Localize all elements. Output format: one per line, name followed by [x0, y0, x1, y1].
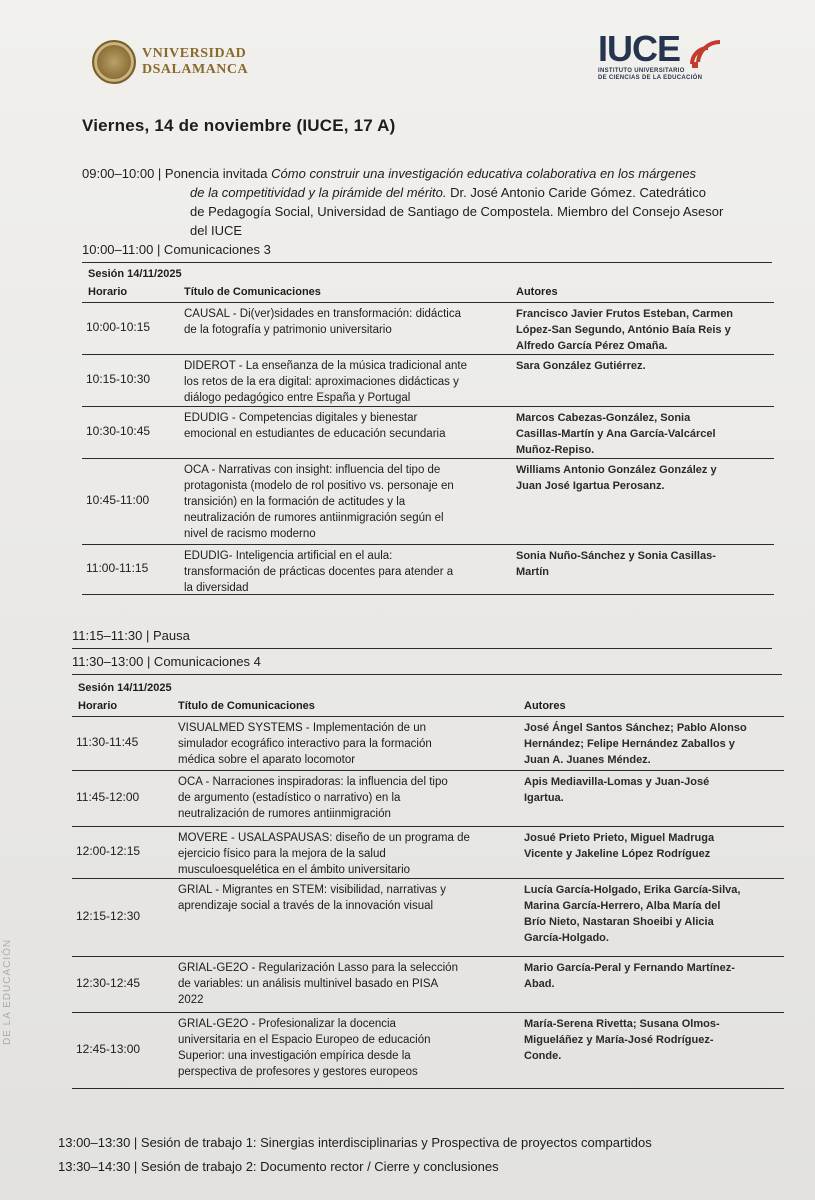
row-authors-line: Mario García-Peral y Fernando Martínez- [524, 962, 735, 974]
row-title-line: ejercicio físico para la mejora de la salud [178, 848, 386, 860]
row-title-line: neutralización de rumores antiinmigración según el [184, 512, 444, 524]
row-authors-line: Casillas-Martín y Ana García-Valcárcel [516, 428, 716, 440]
row-title-line: los retos de la era digital: aproximaciones didácticas y [184, 376, 459, 388]
row-authors-line: Brío Nieto, Nastaran Shoeibi y Alicia [524, 916, 714, 928]
table-row [72, 1012, 784, 1088]
row-time: 10:30-10:45 [86, 424, 151, 438]
usal-line1: VNIVERSIDAD [142, 46, 247, 61]
day-title: Viernes, 14 de noviembre (IUCE, 17 A) [82, 116, 396, 135]
row-title-line: nivel de racismo moderno [184, 528, 316, 540]
row-title-line: transformación de prácticas docentes para atender a [184, 566, 454, 578]
row-authors-line: Igartua. [524, 792, 564, 804]
col-header-title: Título de Comunicaciones [178, 700, 315, 712]
row-title-line: OCA - Narraciones inspiradoras: la influencia del tipo [178, 776, 448, 788]
side-margin-text: DE LA EDUCACIÓN [2, 938, 13, 1045]
row-authors-line: Sara González Gutiérrez. [516, 360, 646, 372]
row-title-line: de la fotografía y patrimonio universitario [184, 324, 392, 336]
row-title-line: médica sobre el aparato locomotor [178, 754, 356, 766]
table-row [82, 406, 774, 458]
row-authors-line: Alfredo García Pérez Omaña. [516, 340, 668, 352]
invited-talk-label: Ponencia invitada [164, 166, 272, 181]
row-title-line: aprendizaje social a través de la innovación visual [178, 900, 434, 912]
row-title-line: musculoesquelética en el ámbito universitario [178, 864, 411, 876]
table-row [82, 544, 774, 594]
row-authors-line: Marina García-Herrero, Alba María del [524, 900, 721, 912]
row-time: 11:30-11:45 [76, 735, 139, 749]
invited-talk-speaker: Dr. José Antonio Caride Gómez. Catedrático [446, 185, 706, 200]
row-title-line: transición) en la formación de actitudes y la [184, 496, 406, 508]
row-time: 12:00-12:15 [76, 844, 141, 858]
iuce-signal-icon [690, 34, 730, 70]
row-authors-line: María-Serena Rivetta; Susana Olmos- [524, 1018, 720, 1030]
col-header-authors: Autores [524, 700, 566, 712]
table-row [82, 302, 774, 354]
row-title-line: GRIAL-GE2O - Regularización Lasso para la selección [178, 962, 458, 974]
row-authors-line: Josué Prieto Prieto, Miguel Madruga [524, 832, 715, 844]
table-row [72, 770, 784, 826]
row-title-line: Superior: una investigación empírica desde la [178, 1050, 411, 1062]
row-title-line: EDUDIG- Inteligencia artificial en el aula: [184, 550, 393, 562]
row-title-line: CAUSAL - Di(ver)sidades en transformación: didáctica [184, 308, 461, 320]
row-authors-line: Juan A. Juanes Méndez. [524, 754, 651, 766]
row-title-line: VISUALMED SYSTEMS - Implementación de un [178, 722, 426, 734]
row-authors-line: José Ángel Santos Sánchez; Pablo Alonso [524, 722, 747, 734]
row-title-line: OCA - Narrativas con insight: influencia del tipo de [184, 464, 441, 476]
row-authors-line: Migueláñez y María-José Rodríguez- [524, 1034, 714, 1046]
row-title-line: neutralización de rumores antiinmigración [178, 808, 391, 820]
session-label: Sesión 14/11/2025 [78, 682, 172, 694]
table-row [82, 354, 774, 406]
invited-talk-time: 09:00–10:00 | [82, 166, 165, 181]
row-authors-line: Vicente y Jakeline López Rodríguez [524, 848, 711, 860]
row-authors-line: Martín [516, 566, 549, 578]
row-time: 10:00-10:15 [86, 320, 151, 334]
closing-session-1: 13:00–13:30 | Sesión de trabajo 1: Sinergias interdisciplinarias y Prospectiva de proyectos compartidos [58, 1135, 652, 1150]
table-row [72, 826, 784, 878]
table-row [72, 878, 784, 956]
row-title-line: MOVERE - USALASPAUSAS: diseño de un programa de [178, 832, 470, 844]
row-time: 12:30-12:45 [76, 976, 141, 990]
row-title-line: universitaria en el Espacio Europeo de educación [178, 1034, 431, 1046]
row-title-line: GRIAL - Migrantes en STEM: visibilidad, narrativas y [178, 884, 446, 896]
row-time: 12:15-12:30 [76, 909, 141, 923]
row-title-line: protagonista (modelo de rol positivo vs. personaje en [184, 480, 454, 492]
row-time: 10:45-11:00 [86, 493, 150, 507]
col-header-time: Horario [88, 286, 128, 298]
row-time: 11:00-11:15 [86, 561, 149, 575]
row-authors-line: Muñoz-Repiso. [516, 444, 595, 456]
invited-talk-title: Cómo construir una investigación educativa colaborativa en los márgenes [271, 166, 697, 181]
row-authors-line: Williams Antonio González González y [516, 464, 717, 476]
row-authors-line: Marcos Cabezas-González, Sonia [516, 412, 691, 424]
row-authors-line: Francisco Javier Frutos Esteban, Carmen [516, 308, 734, 320]
row-title-line: diálogo pedagógico entre España y Portugal [184, 392, 411, 404]
row-title-line: EDUDIG - Competencias digitales y bienestar [184, 412, 418, 424]
usal-logo [92, 40, 248, 84]
table-row [72, 716, 784, 770]
row-title-line: GRIAL-GE2O - Profesionalizar la docencia [178, 1018, 396, 1030]
row-title-line: de variables: un análisis multinivel basado en PISA [178, 978, 439, 990]
row-title-line: simulador ecográfico interactivo para la formación [178, 738, 432, 750]
row-title-line: perspectiva de profesores y gestores europeos [178, 1066, 418, 1078]
col-header-authors: Autores [516, 286, 558, 298]
table-row [82, 458, 774, 544]
row-authors-line: Hernández; Felipe Hernández Zaballos y [524, 738, 735, 750]
invited-talk-affiliation: de Pedagogía Social, Universidad de Santiago de Compostela. Miembro del Consejo Asesor [190, 204, 724, 219]
invited-talk-affiliation-end: del IUCE [190, 223, 243, 238]
row-title-line: de argumento (estadístico o narrativo) en la [178, 792, 401, 804]
pause-heading: 11:15–11:30 | Pausa [72, 628, 190, 643]
row-authors-line: Juan José Igartua Perosanz. [516, 480, 665, 492]
iuce-subtitle-1: INSTITUTO UNIVERSITARIO [598, 68, 685, 74]
iuce-logo [598, 30, 738, 82]
invited-talk [82, 164, 802, 240]
iuce-subtitle-2: DE CIENCIAS DE LA EDUCACIÓN [598, 75, 703, 81]
row-authors-line: Apis Mediavilla-Lomas y Juan-José [524, 776, 710, 788]
row-authors-line: Lucía García-Holgado, Erika García-Silva, [524, 884, 741, 896]
session-label: Sesión 14/11/2025 [88, 268, 182, 280]
row-time: 12:45-13:00 [76, 1042, 141, 1056]
block2-heading: 11:30–13:00 | Comunicaciones 4 [72, 654, 261, 669]
block1-heading: 10:00–11:00 | Comunicaciones 3 [82, 242, 271, 257]
usal-seal-icon [92, 40, 136, 84]
row-time: 10:15-10:30 [86, 372, 151, 386]
row-authors-line: García-Holgado. [524, 932, 609, 944]
table-row [72, 956, 784, 1012]
row-authors-line: Conde. [524, 1050, 562, 1062]
row-time: 11:45-12:00 [76, 790, 140, 804]
closing-session-2: 13:30–14:30 | Sesión de trabajo 2: Documento rector / Cierre y conclusiones [58, 1159, 499, 1174]
col-header-time: Horario [78, 700, 118, 712]
row-authors-line: López-San Segundo, António Baía Reis y [516, 324, 731, 336]
row-title-line: emocional en estudiantes de educación secundaria [184, 428, 446, 440]
iuce-wordmark: IUCE [598, 28, 681, 69]
usal-line2: DSALAMANCA [142, 62, 249, 77]
row-title-line: DIDEROT - La enseñanza de la música tradicional ante [184, 360, 467, 372]
row-authors-line: Abad. [524, 978, 555, 990]
row-authors-line: Sonia Nuño-Sánchez y Sonia Casillas- [516, 550, 716, 562]
invited-talk-title-cont: de la competitividad y la pirámide del mérito. [190, 185, 447, 200]
row-title-line: 2022 [178, 994, 204, 1006]
row-title-line: la diversidad [184, 582, 249, 594]
col-header-title: Título de Comunicaciones [184, 286, 321, 298]
